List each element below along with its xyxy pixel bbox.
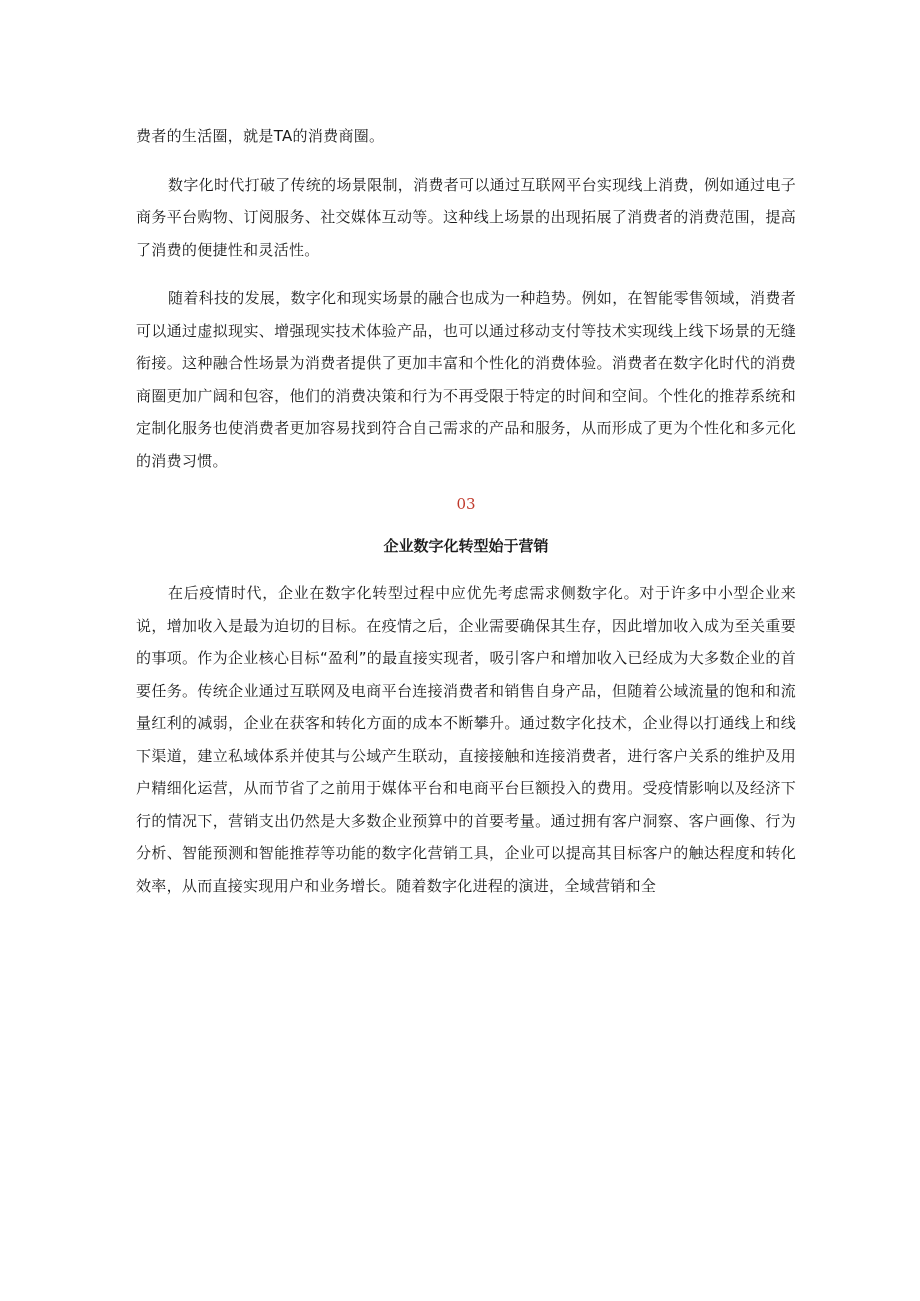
paragraph-post-pandemic: 在后疫情时代，企业在数字化转型过程中应优先考虑需求侧数字化。对于许多中小型企业来说，增加收入是最为迫切的目标。在疫情之后，企业需要确保其生存，因此增加收入成为至关重要的事项。作为企业核心目标“盈利”的最直接实现者，吸引客户和增加收入已经成为大多数企业的首要任务。传统企业通过互联网及电商平台连接消费者和销售自身产品，但随着公域流量的饱和和流量红利的减弱，企业在获客和转化方面的成本不断攀升。通过数字化技术，企业得以打通线上和线下渠道，建立私域体系并使其与公域产生联动，直接接触和连接消费者，进行客户关系的维护及用户精细化运营，从而节省了之前用于媒体平台和电商平台巨额投入的费用。受疫情影响以及经济下行的情况下，营销支出仍然是大多数企业预算中的首要考量。通过拥有客户洞察、客户画像、行为分析、智能预测和智能推荐等功能的数字化营销工具，企业可以提高其目标客户的触达程度和转化效率，从而直接实现用户和业务增长。随着数字化进程的演进，全域营销和全 (136, 584, 796, 895)
paragraph-continuation: 费者的生活圈，就是TA的消费商圈。 (136, 127, 385, 145)
section-title: 企业数字化转型始于营销 (383, 537, 549, 555)
document-body (136, 120, 796, 918)
paragraph-online-scenes: 数字化时代打破了传统的场景限制，消费者可以通过互联网平台实现线上消费，例如通过电子商务平台购物、订阅服务、社交媒体互动等。这种线上场景的出现拓展了消费者的消费范围，提高了消费的便捷性和灵活性。 (136, 175, 796, 259)
section-number: 03 (456, 495, 476, 513)
paragraph-scene-fusion: 随着科技的发展，数字化和现实场景的融合也成为一种趋势。例如，在智能零售领域，消费者可以通过虚拟现实、增强现实技术体验产品，也可以通过移动支付等技术实现线上线下场景的无缝衔接。这种融合性场景为消费者提供了更加丰富和个性化的消费体验。消费者在数字化时代的消费商圈更加广阔和包容，他们的消费决策和行为不再受限于特定的时间和空间。个性化的推荐系统和定制化服务也使消费者更加容易找到符合自己需求的产品和服务，从而形成了更为个性化和多元化的消费习惯。 (136, 289, 796, 470)
